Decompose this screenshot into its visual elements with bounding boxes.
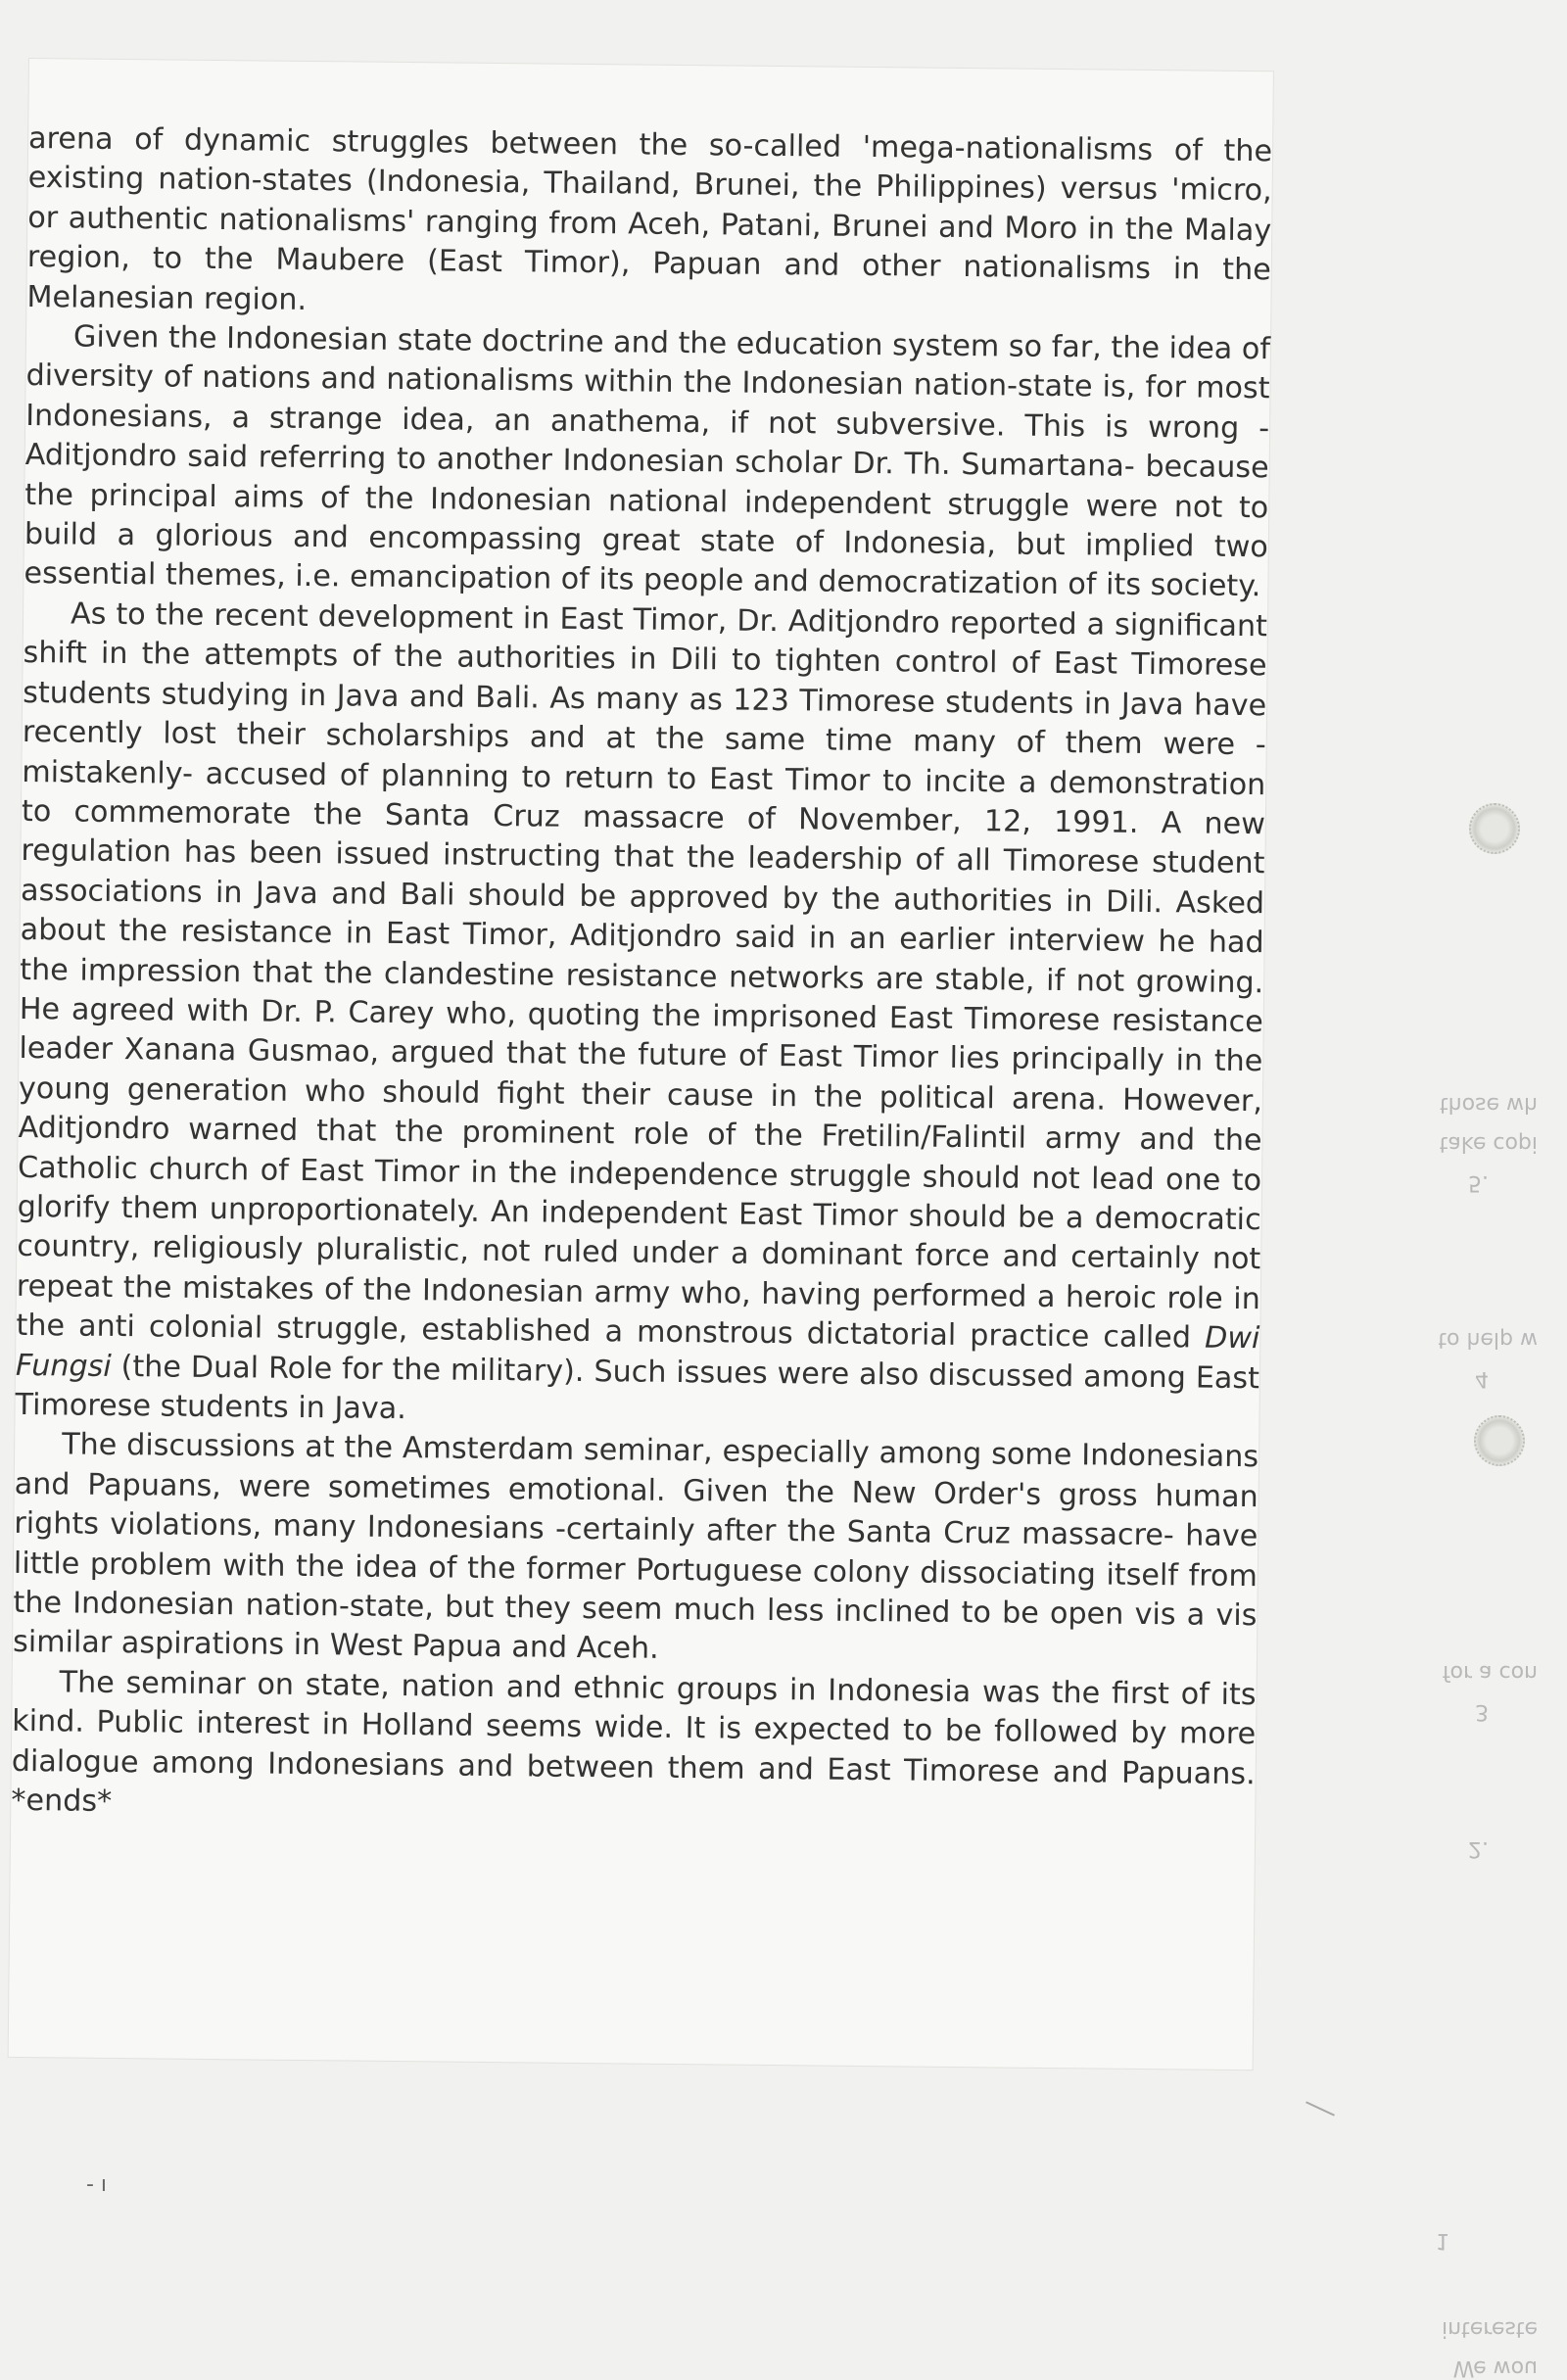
dwi-fungsi-term: Dwi Fungsi — [15, 1320, 1260, 1384]
article-paragraph-3-text: As to the recent development in East Timor, Dr. Aditjondro reported a significant shift in the attempts of the authorities in Dili to tighten control of East Timorese students studying in Java and Bali. As many as 123 Timorese students in Java have recently lost their scholarships and at the same time many of them were -mistakenly- accused of planning to return to East Timor to incite a demonstration to commemorate the Santa Cruz massacre of November, 12, 1991. A new regulation has been issued instructing that the leadership of all Timorese student associations in Java and Bali should be approved by the authorities in Dili. Asked about the resistance in East Timor, Aditjondro said in an earlier interview he had the impression that the clandestine resistance networks are stable, if not growing. He agreed with Dr. P. Carey who, quoting the imprisoned East Timorese resistance leader Xanana Gusmao, argued that the future of East Timor lies principally in the young generation who should fight their cause in the political arena. However, Aditjondro warned that the prominent role of the Fretilin/Falintil army and the Catholic church of East Timor in the independence struggle should not lead one to glorify them unproportionately. An independent East Timor should be a democratic country, religiously pluralistic, not ruled under a dominant force and certainly not repeat the mistakes of the Indonesian army who, having performed a heroic role in the anti colonial struggle, established a monstrous dictatorial practice called — [16, 596, 1268, 1356]
article-paragraph-5: The seminar on state, nation and ethnic groups in Indonesia was the first of its kind. Public interest in Holland seems wide. It is expected to be followed by more dialogue among Indonesians and between them and East Timorese and Papuans. *ends* — [11, 1665, 1257, 1820]
article-paragraph-4: The discussions at the Amsterdam seminar, especially among some Indonesians and Papuans, were sometimes emotional. Given the New Order's gross human rights violations, many Indonesians -certainly after the Santa Cruz massacre- have little problem with the idea of the former Portuguese colony dissociating itself from the Indonesian nation-state, but they seem much less inclined to be open vis a vis similar aspirations in West Papua and Aceh. — [12, 1427, 1259, 1667]
corner-mark: - ı — [86, 2172, 108, 2197]
article-body — [11, 119, 1272, 1834]
pen-mark — [1306, 2101, 1335, 2116]
margin-note: take copi — [1439, 1131, 1538, 1156]
margin-note: 3 — [1475, 1699, 1489, 1724]
margin-note: 2. — [1468, 1836, 1489, 1861]
margin-note: those wh — [1440, 1092, 1538, 1117]
margin-note: 4 — [1475, 1366, 1489, 1391]
margin-note: intereste — [1442, 2316, 1538, 2341]
punch-hole — [1469, 803, 1520, 854]
margin-note: 1 — [1436, 2228, 1449, 2253]
margin-note: We wou — [1452, 2356, 1538, 2380]
newspaper-clipping — [9, 59, 1273, 2070]
article-paragraph-3 — [15, 595, 1267, 1439]
article-paragraph-1: arena of dynamic struggles between the so-called 'mega-nationalisms of the existing nation-states (Indonesia, Thailand, Brunei, the Philippines) versus 'micro, or authentic nationalisms' ranging from Aceh, Patani, Brunei and Moro in the Malay region, to the Maubere (East Timor), Papuan and other nationalisms in the Melanesian region. — [26, 120, 1273, 317]
punch-hole — [1474, 1415, 1525, 1466]
article-paragraph-3-tail: (the Dual Role for the military). Such issues were also discussed among East Timorese students in Java. — [15, 1349, 1260, 1427]
article-paragraph-2: Given the Indonesian state doctrine and the education system so far, the idea of diversity of nations and nationalisms within the Indonesian nation-state is, for most Indonesians, a strange idea, an anathema, if not subversive. This is wrong -Aditjondro said referring to another Indonesian scholar Dr. Th. Sumartana- because the principal aims of the Indonesian national independent struggle were not to build a glorious and encompassing great state of Indonesia, but implied two essential themes, i.e. emancipation of its people and democratization of its society. — [24, 319, 1271, 604]
margin-note: to help w — [1438, 1327, 1538, 1352]
margin-note: for a con — [1442, 1660, 1538, 1685]
margin-note: 5. — [1468, 1170, 1489, 1195]
